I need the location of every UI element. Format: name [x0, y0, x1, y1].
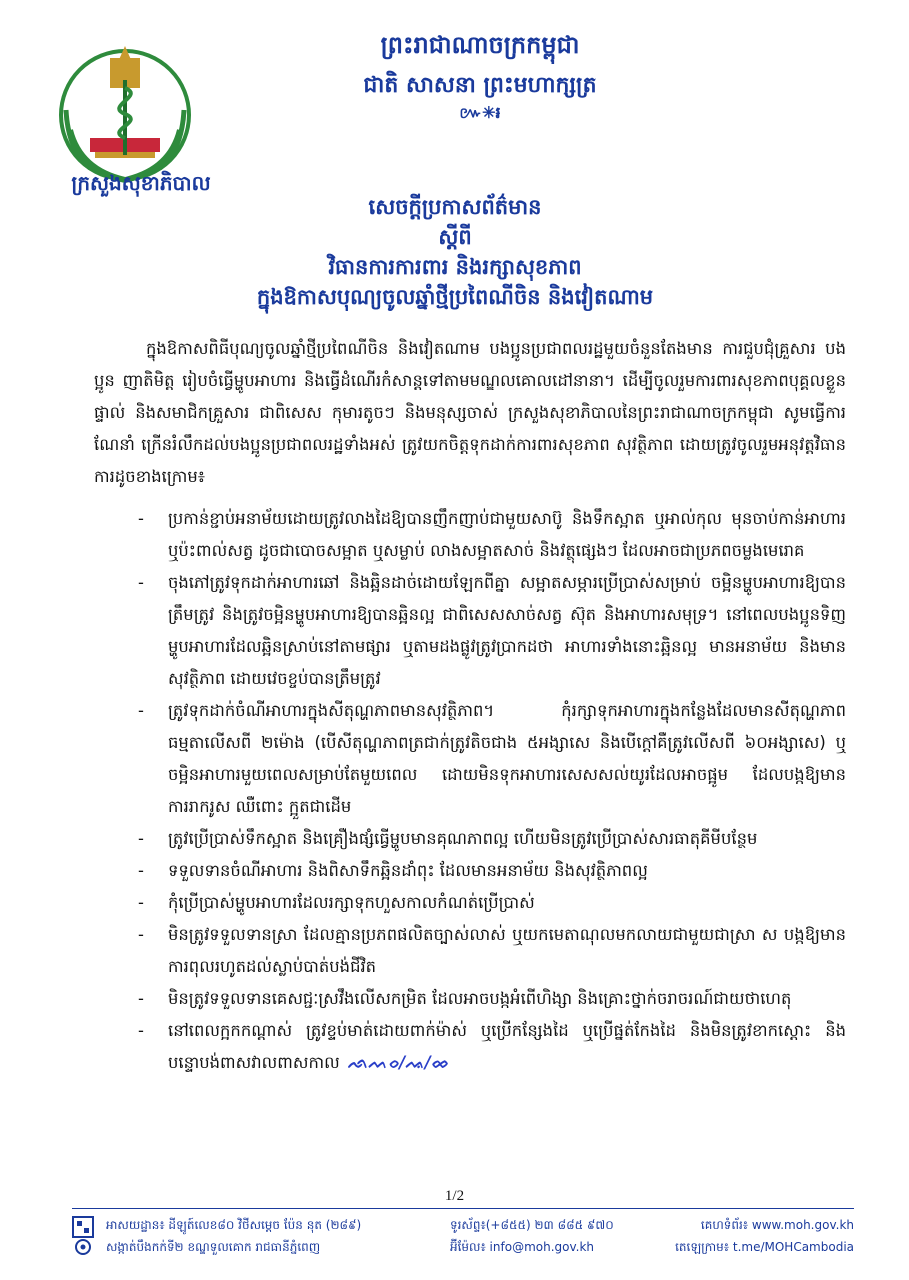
phone-number: ទូរស័ព្ទ៖(+៨៥៥) ២៣ ៨៨៥ ៩៧០ [450, 1218, 614, 1232]
list-item-text: មិនត្រូវទទួលទានគេសជ្ជៈស្រវឹងលើសកម្រិត ដែលអាចបង្កអំពើហិង្សា និងគ្រោះថ្នាក់ចរាចរណ៍ជាយថាហេតុ [168, 989, 792, 1008]
document-body [94, 333, 846, 1079]
list-item-text: ត្រូវទុកដាក់ចំណីអាហារក្នុងសីតុណ្ហភាពមានសុវត្ថិភាព។ កុំរក្សាទុកអាហារក្នុងកន្លែងដែលមានសីតុណ្ហភាពធម្មតាលើសពី ២ម៉ោង (បើសីតុណ្ហភាពត្រជាក់ត្រូវតិចជាង ៥អង្សាសេ និងបើក្តៅគឺត្រូវលើសពី ៦០អង្សាសេ) ឬ ចម្អិនអាហារមួយពេលសម្រាប់តែមួយពេល ដោយមិនទុកអាហារសេសសល់យូរដែលអាចផ្អូម ដែលបង្កឱ្យមានការរាករូស ឈឺពោះ ក្អួតជាដើម [168, 701, 846, 816]
footer-divider [72, 1208, 854, 1209]
intro-paragraph: ក្នុងឱកាសពិធីបុណ្យចូលឆ្នាំថ្មីប្រពៃណីចិន និងវៀតណាម បងប្អូនប្រជាពលរដ្ឋមួយចំនួនតែងមាន ការជួបជុំគ្រួសារ បងប្អូន ញាតិមិត្ត រៀបចំធ្វើម្ហូបអាហារ និងធ្វើដំណើរកំសាន្តទៅតាមមណ្ឌលគោលដៅនានា។ ដើម្បីចូលរួមការពារសុខភាពបុគ្គលខ្លួនផ្ទាល់ និងសមាជិកគ្រួសារ ជាពិសេស កុមារតូចៗ និងមនុស្សចាស់ ក្រសួងសុខាភិបាលនៃព្រះរាជាណាចក្រកម្ពុជា សូមធ្វើការណែនាំ ក្រើនរំលឹកដល់បងប្អូនប្រជាពលរដ្ឋទាំងអស់ ត្រូវយកចិត្តទុកដាក់ការពារសុខភាព សុវត្ថិភាព ដោយត្រូវចូលរួមអនុវត្តវិធានការដូចខាងក្រោម៖ [94, 339, 846, 486]
list-item: - ចុងភៅត្រូវទុកដាក់អាហារឆៅ និងឆ្អិនដាច់ដោយឡែកពីគ្នា សម្អាតសម្ភារប្រើប្រាស់សម្រាប់ ចម្អិនម្ហូបអាហារឱ្យបានត្រឹមត្រូវ និងត្រូវចម្អិនម្ហូបអាហារឱ្យបានឆ្អិនល្អ ជាពិសេសសាច់សត្វ ស៊ុត និងអាហារសមុទ្រ។ នៅពេលបងប្អូនទិញម្ហូបអាហារដែលឆ្អិនស្រាប់នៅតាមផ្សារ ឬតាមដងផ្លូវត្រូវប្រាកដថា អាហារទាំងនោះឆ្អិនល្អ មានអនាម័យ និងមានសុវត្ថិភាព ដោយវេចខ្ចប់បានត្រឹមត្រូវ [138, 573, 846, 688]
list-item: - ត្រូវទុកដាក់ចំណីអាហារក្នុងសីតុណ្ហភាពមានសុវត្ថិភាព។ កុំរក្សាទុកអាហារក្នុងកន្លែងដែលមានសីតុណ្ហភាពធម្មតាលើសពី ២ម៉ោង (បើសីតុណ្ហភាពត្រជាក់ត្រូវតិចជាង ៥អង្សាសេ និងបើក្តៅគឺត្រូវលើសពី ៦០អង្សាសេ) ឬ ចម្អិនអាហារមួយពេលសម្រាប់តែមួយពេល ដោយមិនទុកអាហារសេសសល់យូរដែលអាចផ្អូម ដែលបង្កឱ្យមានការរាករូស ឈឺពោះ ក្អួតជាដើម [138, 701, 846, 816]
title-line-3: វិធានការការពារ និងរក្សាសុខភាព [328, 254, 582, 279]
list-item-text: ទទួលទានចំណីអាហារ និងពិសាទឹកឆ្អិនដាំពុះ ដែលមានអនាម័យ និងសុវត្ថិភាពល្អ [168, 861, 648, 880]
footer [72, 1212, 854, 1264]
page-number: 1/2 [444, 1188, 465, 1204]
measures-list [94, 503, 846, 1079]
website-link[interactable]: គេហទំព័រ៖ www.moh.gov.kh [700, 1218, 854, 1232]
list-item: - នៅពេលក្អកកណ្តាស់ ត្រូវខ្ទប់មាត់ដោយពាក់ម៉ាស់ ឬប្រើកន្សែងដៃ ឬប្រើផ្នត់កែងដៃ និងមិនត្រូវខាកស្តោះ និងបន្ទោបង់ពាសវាលពាសកាល ᨒᨓᨔ/ᨕ/ᨖ [138, 1021, 846, 1072]
list-item: - មិនត្រូវទទួលទានស្រា ដែលគ្មានប្រភពផលិតច្បាស់លាស់ ឬយកមេតាណុលមកលាយជាមួយជាស្រា ស បង្កឱ្យមានការពុលរហូតដល់ស្លាប់បាត់បង់ជីវិត [138, 925, 846, 976]
telegram-link[interactable]: តេឡេក្រាម៖ t.me/MOHCambodia [675, 1240, 854, 1254]
email-link[interactable]: អ៊ីម៉ែល៖ info@moh.gov.kh [450, 1240, 595, 1254]
document-title [150, 192, 760, 312]
contact-qr-icon [72, 1216, 94, 1256]
list-item-text: នៅពេលក្អកកណ្តាស់ ត្រូវខ្ទប់មាត់ដោយពាក់ម៉ាស់ ឬប្រើកន្សែងដៃ ឬប្រើផ្នត់កែងដៃ និងមិនត្រូវខាកស្តោះ និងបន្ទោបង់ពាសវាលពាសកាល [168, 1021, 846, 1072]
ministry-name: ក្រសួងសុខាភិបាល [71, 171, 211, 195]
motto-line: ជាតិ សាសនា ព្រះមហាក្សត្រ [363, 72, 597, 98]
ornament: ៚✳៛ [459, 103, 501, 122]
ministry-emblem-icon [50, 40, 200, 190]
footer-contact [450, 1214, 614, 1258]
list-item-text: ចុងភៅត្រូវទុកដាក់អាហារឆៅ និងឆ្អិនដាច់ដោយឡែកពីគ្នា សម្អាតសម្ភារប្រើប្រាស់សម្រាប់ ចម្អិនម្ហូបអាហារឱ្យបានត្រឹមត្រូវ និងត្រូវចម្អិនម្ហូបអាហារឱ្យបានឆ្អិនល្អ ជាពិសេសសាច់សត្វ ស៊ុត និងអាហារសមុទ្រ។ នៅពេលបងប្អូនទិញម្ហូបអាហារដែលឆ្អិនស្រាប់នៅតាមផ្សារ ឬតាមដងផ្លូវត្រូវប្រាកដថា អាហារទាំងនោះឆ្អិនល្អ មានអនាម័យ និងមានសុវត្ថិភាព ដោយវេចខ្ចប់បានត្រឹមត្រូវ [168, 573, 846, 688]
list-item: - មិនត្រូវទទួលទានគេសជ្ជៈស្រវឹងលើសកម្រិត ដែលអាចបង្កអំពើហិង្សា និងគ្រោះថ្នាក់ចរាចរណ៍ជាយថាហេតុ [138, 989, 792, 1008]
list-item: - ទទួលទានចំណីអាហារ និងពិសាទឹកឆ្អិនដាំពុះ ដែលមានអនាម័យ និងសុវត្ថិភាពល្អ [138, 861, 648, 880]
list-item: - ប្រកាន់ខ្ជាប់អនាម័យដោយត្រូវលាងដៃឱ្យបានញឹកញាប់ជាមួយសាប៊ូ និងទឹកស្អាត ឬអាល់កុល មុនចាប់កាន់អាហារ ឬប៉ះពាល់សត្វ ដូចជាបោចសម្អាត ឬសម្លាប់ លាងសម្អាតសាច់ និងវត្ថុផ្សេងៗ ដែលអាចជាប្រភពចម្លងមេរោគ [138, 509, 846, 560]
address-line-1: អាសយដ្ឋាន៖ ដីឡូត៍លេខ៨០ វិថីសម្តេច ប៉ែន នុត (២៨៩) [106, 1218, 362, 1232]
list-item-text: មិនត្រូវទទួលទានស្រា ដែលគ្មានប្រភពផលិតច្បាស់លាស់ ឬយកមេតាណុលមកលាយជាមួយជាស្រា ស បង្កឱ្យមានការពុលរហូតដល់ស្លាប់បាត់បង់ជីវិត [168, 925, 846, 976]
footer-online [675, 1214, 854, 1258]
list-item-text: ត្រូវប្រើប្រាស់ទឹកស្អាត និងគ្រឿងផ្សំធ្វើម្ហូបមានគុណភាពល្អ ហើយមិនត្រូវប្រើប្រាស់សារធាតុគីមីបន្ថែម [168, 829, 758, 848]
signature-mark: ᨒᨓᨔ/ᨕ/ᨖ [347, 1053, 449, 1072]
footer-address [106, 1214, 361, 1258]
list-item-text: កុំប្រើប្រាស់ម្ហូបអាហារដែលរក្សាទុកហួសកាលកំណត់ប្រើប្រាស់ [168, 893, 535, 912]
list-item: - ត្រូវប្រើប្រាស់ទឹកស្អាត និងគ្រឿងផ្សំធ្វើម្ហូបមានគុណភាពល្អ ហើយមិនត្រូវប្រើប្រាស់សារធាតុគីមីបន្ថែម [138, 829, 758, 848]
list-item: - កុំប្រើប្រាស់ម្ហូបអាហារដែលរក្សាទុកហួសកាលកំណត់ប្រើប្រាស់ [138, 893, 535, 912]
title-line-1: សេចក្តីប្រកាសព័ត៌មាន [368, 194, 542, 219]
list-item-text: ប្រកាន់ខ្ជាប់អនាម័យដោយត្រូវលាងដៃឱ្យបានញឹកញាប់ជាមួយសាប៊ូ និងទឹកស្អាត ឬអាល់កុល មុនចាប់កាន់អាហារ ឬប៉ះពាល់សត្វ ដូចជាបោចសម្អាត ឬសម្លាប់ លាងសម្អាតសាច់ និងវត្ថុផ្សេងៗ ដែលអាចជាប្រភពចម្លងមេរោគ [168, 509, 846, 560]
title-line-2: ស្តីពី [438, 224, 472, 249]
kingdom-header [300, 28, 660, 124]
kingdom-line: ព្រះរាជាណាចក្រកម្ពុជា [380, 30, 580, 59]
title-line-4: ក្នុងឱកាសបុណ្យចូលឆ្នាំថ្មីប្រពៃណីចិន និងវៀតណាម [256, 284, 654, 309]
address-line-2: សង្កាត់បឹងកក់ទី២ ខណ្ឌទួលគោក រាជធានីភ្នំពេញ [106, 1240, 321, 1254]
